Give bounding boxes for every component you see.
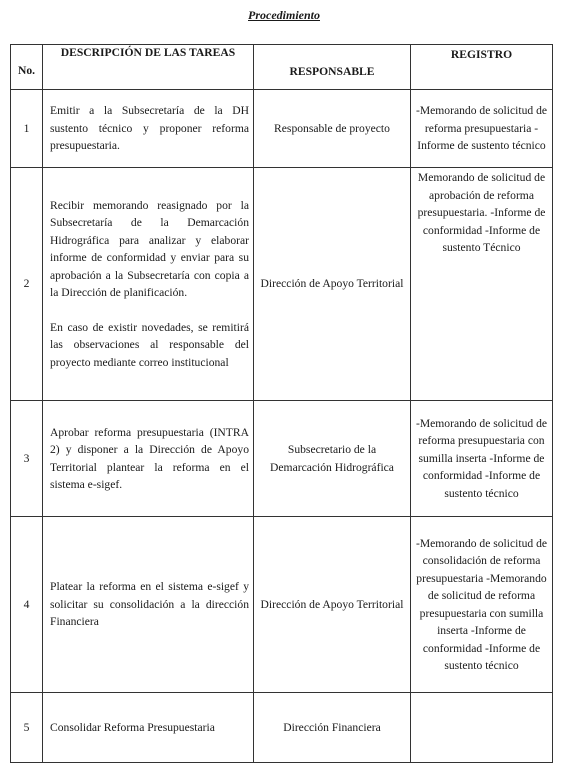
task-description [43, 693, 254, 763]
task-description-text: Recibir memorando reasignado por la Subsecretaría de la Demarcación Hidrográfica para analizar y elaborar informe de conformidad y enviar para su aprobación a la Subsecretaría con copia a la Dirección de planificación. [50, 198, 249, 300]
task-description-text: Aprobar reforma presupuestaria (INTRA 2) y disponer a la Dirección de Apoyo Territorial plantear la reforma en el sistema e-sigef. [50, 425, 249, 491]
header-responsible: RESPONSABLE [254, 45, 411, 90]
header-row [11, 45, 553, 90]
table-row [11, 168, 553, 401]
task-description-text: Platear la reforma en el sistema e-sigef y solicitar su consolidación a la dirección Financiera [50, 580, 249, 629]
header-record: REGISTRO [411, 45, 553, 90]
page-title: Procedimiento [248, 8, 320, 22]
responsible: Responsable de proyecto [254, 90, 411, 168]
table-row [11, 90, 553, 168]
procedure-table [10, 44, 553, 763]
task-description [43, 517, 254, 693]
task-description-text: Consolidar Reforma Presupuestaria [50, 720, 215, 734]
task-description-text: Emitir a la Subsecretaría de la DH sustento técnico y proponer reforma presupuestaria. [50, 104, 249, 153]
header-no: No. [11, 45, 43, 90]
responsible: Dirección de Apoyo Territorial [254, 517, 411, 693]
header-description: DESCRIPCIÓN DE LAS TAREAS [43, 45, 254, 90]
record: -Memorando de solicitud de consolidación de reforma presupuestaria -Memorando de solicitud de reforma presupuestaria con sumilla inserta -Informe de conformidad -Informe de sustento técnico [411, 517, 553, 693]
table-row [11, 517, 553, 693]
record: -Memorando de solicitud de reforma presupuestaria -Informe de sustento técnico [411, 90, 553, 168]
row-number: 1 [11, 90, 43, 168]
row-number: 5 [11, 693, 43, 763]
record [411, 693, 553, 763]
table-row [11, 401, 553, 517]
task-description-note: En caso de existir novedades, se remitirá las observaciones al responsable del proyecto mediante correo institucional [50, 320, 249, 369]
task-description [43, 401, 254, 517]
task-description [43, 90, 254, 168]
record: Memorando de solicitud de aprobación de reforma presupuestaria. -Informe de conformidad -Informe de sustento Técnico [411, 168, 553, 401]
row-number: 2 [11, 168, 43, 401]
responsible: Dirección Financiera [254, 693, 411, 763]
row-number: 3 [11, 401, 43, 517]
responsible: Dirección de Apoyo Territorial [254, 168, 411, 401]
table-row [11, 693, 553, 763]
record: -Memorando de solicitud de reforma presupuestaria con sumilla inserta -Informe de conformidad -Informe de sustento técnico [411, 401, 553, 517]
responsible: Subsecretario de la Demarcación Hidrográfica [254, 401, 411, 517]
row-number: 4 [11, 517, 43, 693]
task-description [43, 168, 254, 401]
